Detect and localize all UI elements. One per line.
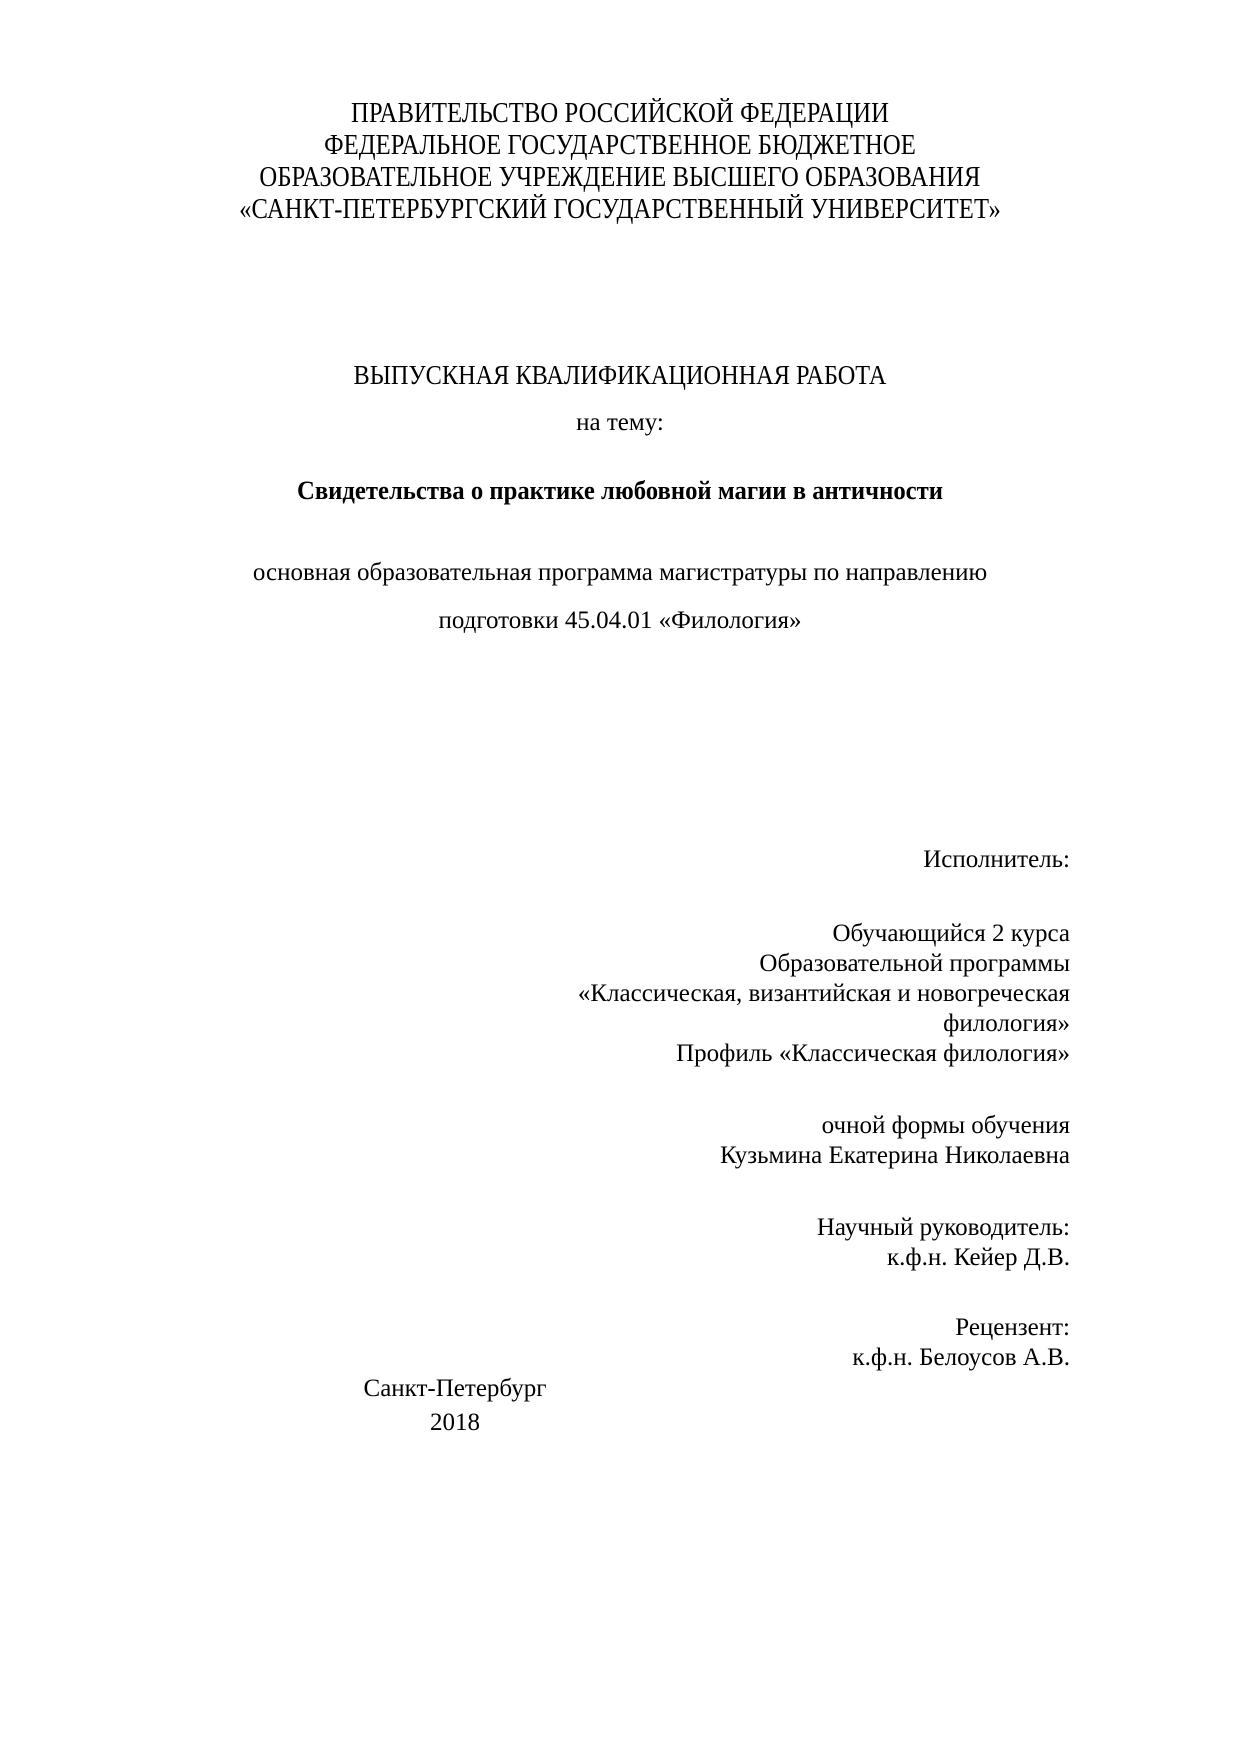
student-group <box>430 919 1070 1069</box>
on-topic-label: на тему: <box>576 409 664 436</box>
header-line-government: ПРАВИТЕЛЬСТВО РОССИЙСКОЙ ФЕДЕРАЦИИ <box>351 98 889 129</box>
footer-block <box>170 1372 740 1440</box>
student-course: Обучающийся 2 курса <box>832 920 1070 947</box>
program-line-direction: основная образовательная программа магистратуры по направлению <box>252 559 988 586</box>
header-line-federal-budget: ФЕДЕРАЛЬНОЕ ГОСУДАРСТВЕННОЕ БЮДЖЕТНОЕ <box>324 130 916 161</box>
header-line-university-name: «САНКТ-ПЕТЕРБУРГСКИЙ ГОСУДАРСТВЕННЫЙ УНИВЕРСИТЕТ» <box>239 194 1001 225</box>
supervisor-label: Научный руководитель: <box>816 1214 1070 1241</box>
study-form: очной формы обучения <box>821 1112 1070 1139</box>
performer-group <box>430 845 1070 875</box>
program-line-code: подготовки 45.04.01 «Филология» <box>438 607 802 634</box>
student-program-name-line2: филология» <box>943 1010 1070 1037</box>
student-profile: Профиль «Классическая филология» <box>676 1040 1070 1067</box>
supervisor-name: к.ф.н. Кейер Д.В. <box>887 1244 1070 1271</box>
reviewer-name: к.ф.н. Белоусов А.В. <box>852 1344 1070 1371</box>
study-form-group <box>430 1111 1070 1171</box>
student-name: Кузьмина Екатерина Николаевна <box>719 1142 1070 1169</box>
header-line-educational-institution: ОБРАЗОВАТЕЛЬНОЕ УЧРЕЖДЕНИЕ ВЫСШЕГО ОБРАЗОВАНИЯ <box>259 162 981 193</box>
educational-program-block <box>150 549 1090 645</box>
performer-label: Исполнитель: <box>923 846 1070 873</box>
student-program-label: Образовательной программы <box>759 950 1070 977</box>
supervisor-group <box>430 1213 1070 1273</box>
reviewer-group <box>430 1313 1070 1373</box>
footer-year: 2018 <box>430 1409 480 1436</box>
reviewer-label: Рецензент: <box>955 1314 1070 1341</box>
student-program-name-line1: «Классическая, византийская и новогреческая <box>577 980 1070 1007</box>
credits-block <box>430 845 1070 1373</box>
footer-city: Санкт-Петербург <box>363 1375 547 1402</box>
document-type-heading: ВЫПУСКНАЯ КВАЛИФИКАЦИОННАЯ РАБОТА <box>353 360 887 390</box>
thesis-title: Свидетельства о практике любовной магии в античности <box>296 476 943 505</box>
institution-header <box>170 98 1070 226</box>
